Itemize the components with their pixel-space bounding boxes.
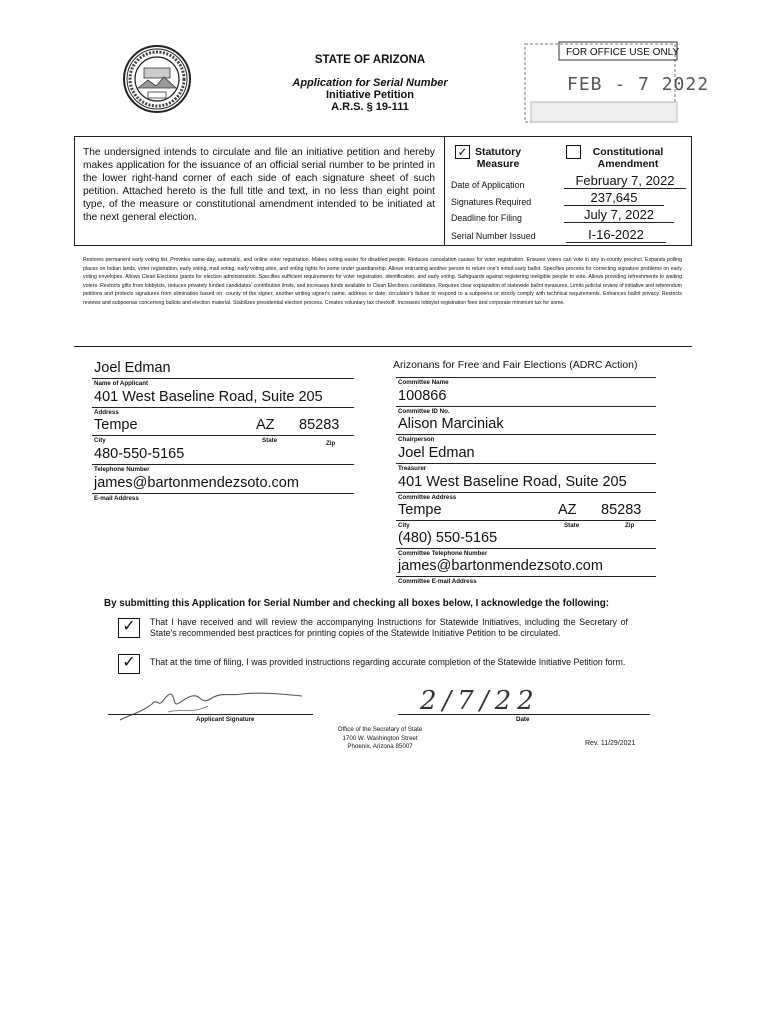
committee-name-line	[396, 377, 656, 378]
applicant-zip: 85283	[299, 417, 340, 433]
committee-treasurer-line	[396, 463, 656, 464]
acknowledgement-checkbox-2[interactable]: ✓	[118, 654, 140, 674]
section-divider	[74, 346, 692, 347]
footer-city: Phoenix, Arizona 85007	[347, 743, 413, 750]
intro-paragraph: The undersigned intends to circulate and file an initiative petition and hereby makes application for the issuance of an official serial number to be printed in the lower right-hand corner of each side of each signature sheet of such petition. Attached hereto is the full title and text, in no less than eight point type, of the measure or constitutional amendment intended to be initiated at the next general election.	[83, 147, 435, 223]
constitutional-amendment-label	[580, 146, 676, 170]
signature-line	[108, 714, 313, 715]
applicant-phone-line	[92, 464, 354, 465]
applicant-email-label: E-mail Address	[94, 495, 139, 502]
committee-city: Tempe	[398, 502, 442, 518]
state-heading: STATE OF ARIZONA	[314, 54, 426, 66]
applicant-zip-label: Zip	[326, 440, 336, 447]
committee-city-label: City	[398, 522, 410, 529]
serial-number-label: Serial Number Issued	[451, 231, 536, 241]
footer-address	[300, 726, 460, 752]
committee-treasurer-label: Treasurer	[398, 465, 427, 472]
applicant-city: Tempe	[94, 417, 138, 433]
signature-label: Applicant Signature	[196, 716, 255, 723]
measure-summary: Restores permanent early voting list. Provides same-day, automatic, and online voter registration. Makes voting easier for disabled people. Reduces cancelation causes for voter registration. Ensures voters can vote in any in-county precinct. Expands polling places on Indian lands, voter registration, early voting, mail voting, early voting sites, and voting rights for some under guardianship. Allows entrusting another person to return one's voted early ballot. Specifies process for correcting signature problems on early voting envelopes. Allows Clean Elections grants for election administration. Specifies sufficient requirements for voter registration, identification, and early voting. Safeguards against registering ineligible people to vote. Allows providing refreshments to waiting voters. Restricts gifts from lobbyists, reduces privately funded candidates' contribution limits, and increases funds available to Clean Elections candidates. Requires clear explanation of statewide ballot measures. Limits judicial review of initiative and referendum petitions and protects signatures from elimination based on: county of the signer; another writing signer's name, address or date; circulator's failure to respond to a subpoena or strictly comply with technical requirements. Enhances ballot privacy. Restricts reviews and subpoenas concerning ballots and election material. Stabilizes presidential election process. Creates voluntary tax checkoff. Increases lobbyist registration fees and corporate minimum tax for some.	[83, 257, 682, 306]
statutory-label-line1: Statutory	[474, 146, 522, 158]
committee-name-label: Committee Name	[398, 379, 449, 386]
applicant-state-label: State	[262, 437, 278, 444]
committee-state: AZ	[558, 502, 577, 518]
acknowledgement-checkbox-1[interactable]: ✓	[118, 618, 140, 638]
revision-date: Rev. 11/29/2021	[585, 740, 636, 747]
committee-phone: (480) 550-5165	[398, 530, 498, 546]
statutory-measure-checkbox[interactable]: ✓	[455, 145, 470, 159]
date-of-application-label: Date of Application	[451, 180, 525, 190]
serial-number-value: I-16-2022	[566, 227, 666, 243]
constitutional-amendment-checkbox[interactable]	[566, 145, 581, 159]
acknowledgement-heading: By submitting this Application for Serial Number and checking all boxes below, I acknowledge the following:	[104, 598, 609, 609]
statutory-label-line2: Measure	[476, 158, 520, 170]
applicant-address: 401 West Baseline Road, Suite 205	[94, 389, 323, 405]
committee-state-label: State	[564, 522, 580, 529]
committee-id-label: Committee ID No.	[398, 408, 450, 415]
committee-address: 401 West Baseline Road, Suite 205	[398, 474, 627, 490]
applicant-phone-label: Telephone Number	[94, 466, 150, 473]
committee-zip-label: Zip	[625, 522, 635, 529]
applicant-phone: 480-550-5165	[94, 446, 185, 462]
committee-email-label: Committee E-mail Address	[398, 578, 477, 585]
committee-address-line	[396, 492, 656, 493]
arizona-state-seal	[108, 44, 206, 114]
office-use-label: FOR OFFICE USE ONLY	[566, 47, 680, 58]
statutory-measure-label	[466, 146, 530, 170]
handwritten-date: 2/7/22	[420, 686, 540, 716]
committee-chairperson-label: Chairperson	[398, 436, 435, 443]
committee-email-line	[396, 576, 656, 577]
committee-id-line	[396, 406, 656, 407]
committee-phone-line	[396, 548, 656, 549]
committee-chairperson-line	[396, 434, 656, 435]
petition-type: Initiative Petition	[325, 89, 414, 101]
footer-office: Office of the Secretary of State	[337, 726, 423, 733]
constitutional-label-line2: Amendment	[597, 158, 659, 170]
box-divider	[444, 136, 445, 246]
applicant-email-line	[92, 493, 354, 494]
applicant-address-label: Address	[94, 409, 119, 416]
received-date-stamp: FEB - 7 2022	[567, 74, 710, 95]
committee-id: 100866	[398, 388, 447, 404]
date-of-application-value: February 7, 2022	[564, 173, 686, 189]
committee-city-line	[396, 520, 656, 521]
applicant-email: james@bartonmendezsoto.com	[94, 475, 299, 491]
deadline-for-filing-label: Deadline for Filing	[451, 213, 522, 223]
committee-phone-label: Committee Telephone Number	[398, 550, 488, 557]
applicant-name-line	[92, 378, 354, 379]
signatures-required-value: 237,645	[564, 190, 664, 206]
application-title: Application for Serial Number	[292, 77, 448, 89]
committee-treasurer: Joel Edman	[398, 445, 475, 461]
constitutional-label-line1: Constitutional	[592, 146, 664, 158]
committee-chairperson: Alison Marciniak	[398, 416, 504, 432]
committee-address-label: Committee Address	[398, 494, 457, 501]
date-label: Date	[516, 716, 530, 723]
applicant-state: AZ	[256, 417, 275, 433]
form-title	[270, 77, 470, 113]
acknowledgement-text-1: That I have received and will review the accompanying Instructions for Statewide Initiatives, including the Secretary of State's recommended best practices for printing copies of the Statewide Initiative Petition to be circulated.	[150, 617, 628, 638]
applicant-city-line	[92, 435, 354, 436]
acknowledgement-text-2: That at the time of filing, I was provided instructions regarding accurate completion of the Statewide Initiative Petition form.	[150, 657, 626, 667]
applicant-address-line	[92, 407, 354, 408]
footer-street: 1700 W. Washington Street	[342, 734, 418, 742]
committee-zip: 85283	[601, 502, 642, 518]
statute-reference: A.R.S. § 19-111	[331, 101, 409, 113]
applicant-name-label: Name of Applicant	[94, 380, 149, 387]
applicant-city-label: City	[94, 437, 106, 444]
deadline-for-filing-value: July 7, 2022	[564, 207, 674, 223]
applicant-name: Joel Edman	[94, 360, 171, 376]
committee-email: james@bartonmendezsoto.com	[398, 558, 603, 574]
signatures-required-label: Signatures Required	[451, 197, 532, 207]
date-line	[398, 714, 650, 715]
committee-name: Arizonans for Free and Fair Elections (ADRC Action)	[393, 359, 638, 371]
